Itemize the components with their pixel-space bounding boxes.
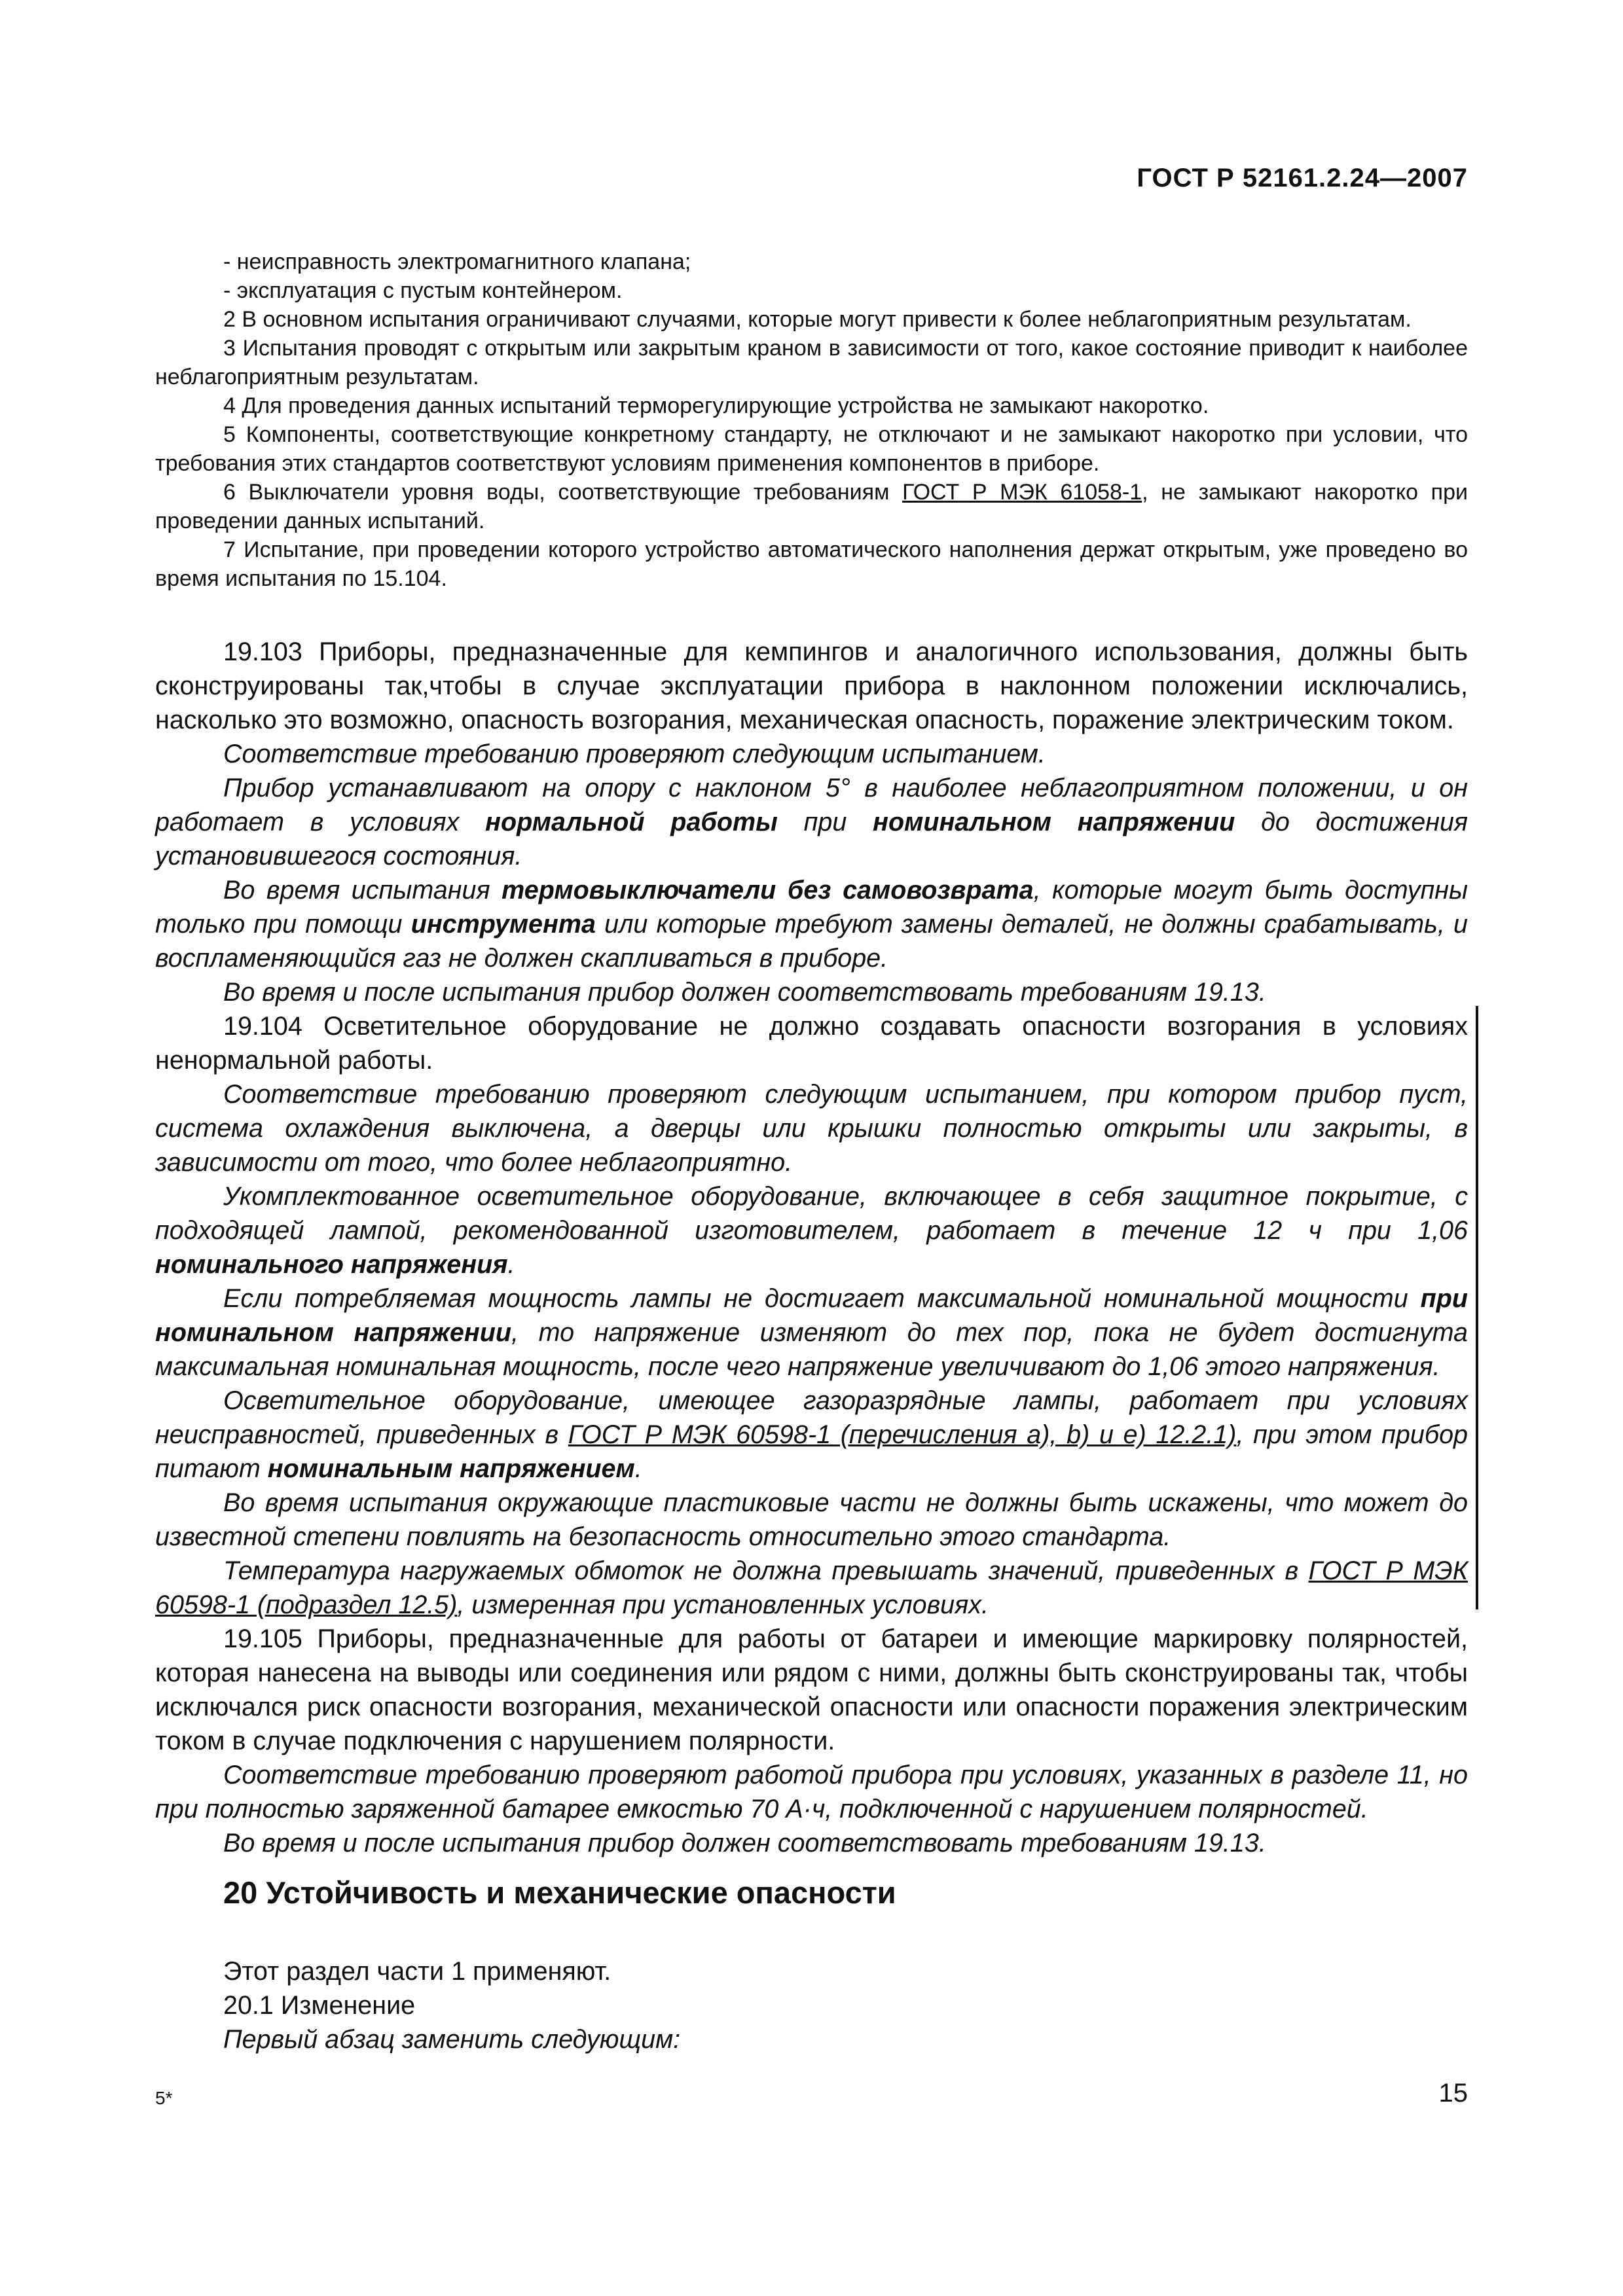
standard-reference-link[interactable]: ГОСТ Р МЭК 61058-1	[902, 480, 1142, 505]
paragraph: Во время и после испытания прибор должен соответствовать требованиям 19.13.	[223, 1829, 1266, 1857]
paragraph-19-105: 19.105 Приборы, предназначенные для работы от батареи и имеющие маркировку полярностей, которая нанесена на выводы или соединения или рядом с ними, должны быть сконструированы так, чтобы исключался риск опасности возгорания, механической опасности или опасности поражения электрическим током в случае подключения с нарушением полярности.	[155, 1624, 1468, 1755]
paragraph: Прибор устанавливают на опору с наклоном 5° в наиболее неблагоприятном положении, и он работает в условиях нормальной работы при номинальном напряжении до достижения установившегося состояния.	[155, 774, 1468, 870]
section-heading: 20 Устойчивость и механические опасности	[223, 1875, 896, 1910]
document-id: ГОСТ Р 52161.2.24—2007	[1137, 164, 1468, 192]
paragraph-19-103: 19.103 Приборы, предназначенные для кемпингов и аналогичного использования, должны быть сконструированы так,чтобы в случае эксплуатации прибора в наклонном положении исключались, насколько это возможно, опасность возгорания, механическая опасность, поражение электрическим током.	[155, 637, 1468, 734]
paragraph: Если потребляемая мощность лампы не достигает максимальной номинальной мощности при номинальном напряжении, то напряжение изменяют до тех пор, пока не будет достигнута максимальная номинальная мощность, после чего напряжение увеличивают до 1,06 этого напряжения.	[155, 1284, 1468, 1381]
sheet-mark: 5*	[155, 2088, 173, 2108]
standard-reference-link[interactable]: ГОСТ Р МЭК 60598-1 (подраздел 12.5)	[155, 1556, 1468, 1619]
paragraph: Этот раздел части 1 применяют.	[223, 1957, 611, 1986]
note-line: 3 Испытания проводят с открытым или закрытым краном в зависимости от того, какое состояние приводит к наиболее неблагоприятным результатам.	[155, 336, 1468, 389]
section-text	[223, 1954, 680, 2056]
paragraph: 20.1 Изменение	[223, 1991, 416, 2020]
paragraph-19-104: 19.104 Осветительное оборудование не должно создавать опасности возгорания в условиях ненормальной работы.	[155, 1012, 1468, 1075]
page-number: 15	[1438, 2079, 1468, 2108]
paragraph: Соответствие требованию проверяют следующим испытанием, при котором прибор пуст, система охлаждения выключена, а дверцы или крышки полностью открыты или закрыты, в зависимости от того, что более неблагоприятно.	[155, 1080, 1468, 1177]
paragraph: Осветительное оборудование, имеющее газоразрядные лампы, работает при условиях неисправностей, приведенных в ГОСТ Р МЭК 60598-1 (перечисления a), b) и е) 12.2.1), при этом прибор питают номинальным напряжением.	[155, 1386, 1468, 1483]
paragraph: Первый абзац заменить следующим:	[223, 2025, 681, 2054]
change-marker-bar	[1476, 1006, 1478, 1609]
note-line: - эксплуатация с пустым контейнером.	[223, 278, 623, 303]
paragraph: Соответствие требованию проверяют работой прибора при условиях, указанных в разделе 11, но при полностью заряженной батарее емкостью 70 А·ч, подключенной с нарушением полярностей.	[155, 1761, 1468, 1823]
note-line: - неисправность электромагнитного клапана;	[223, 249, 691, 274]
note-line: 2 В основном испытания ограничивают случаями, которые могут привести к более неблагоприятным результатам.	[223, 307, 1412, 332]
note-line: 4 Для проведения данных испытаний терморегулирующие устройства не замыкают накоротко.	[223, 393, 1209, 418]
paragraph: Температура нагружаемых обмоток не должна превышать значений, приведенных в ГОСТ Р МЭК 60598-1 (подраздел 12.5), измеренная при установленных условиях.	[155, 1556, 1468, 1619]
note-line: 6 Выключатели уровня воды, соответствующие требованиям ГОСТ Р МЭК 61058-1, не замыкают накоротко при проведении данных испытаний.	[155, 480, 1468, 533]
paragraph: Во время и после испытания прибор должен соответствовать требованиям 19.13.	[223, 978, 1266, 1007]
paragraph: Во время испытания окружающие пластиковые части не должны быть искажены, что может до известной степени повлиять на безопасность относительно этого стандарта.	[155, 1488, 1468, 1551]
standard-reference-link[interactable]: ГОСТ Р МЭК 60598-1 (перечисления a), b) и е) 12.2.1)	[568, 1420, 1237, 1449]
paragraph: Во время испытания термовыключатели без самовозврата, которые могут быть доступны только при помощи инструмента или которые требуют замены деталей, не должны срабатывать, и воспламеняющийся газ не должен скапливаться в приборе.	[155, 876, 1468, 973]
notes-block	[155, 247, 1468, 593]
main-text	[155, 635, 1468, 1860]
note-line: 5 Компоненты, соответствующие конкретному стандарту, не отключают и не замыкают накоротко при условии, что требования этих стандартов соответствуют условиям применения компонентов в приборе.	[155, 422, 1468, 476]
paragraph: Соответствие требованию проверяют следующим испытанием.	[223, 740, 1046, 768]
paragraph: Укомплектованное осветительное оборудование, включающее в себя защитное покрытие, с подходящей лампой, рекомендованной изготовителем, работает в течение 12 ч при 1,06 номинального напряжения.	[155, 1182, 1468, 1279]
note-line: 7 Испытание, при проведении которого устройство автоматического наполнения держат открытым, уже проведено во время испытания по 15.104.	[155, 537, 1468, 591]
